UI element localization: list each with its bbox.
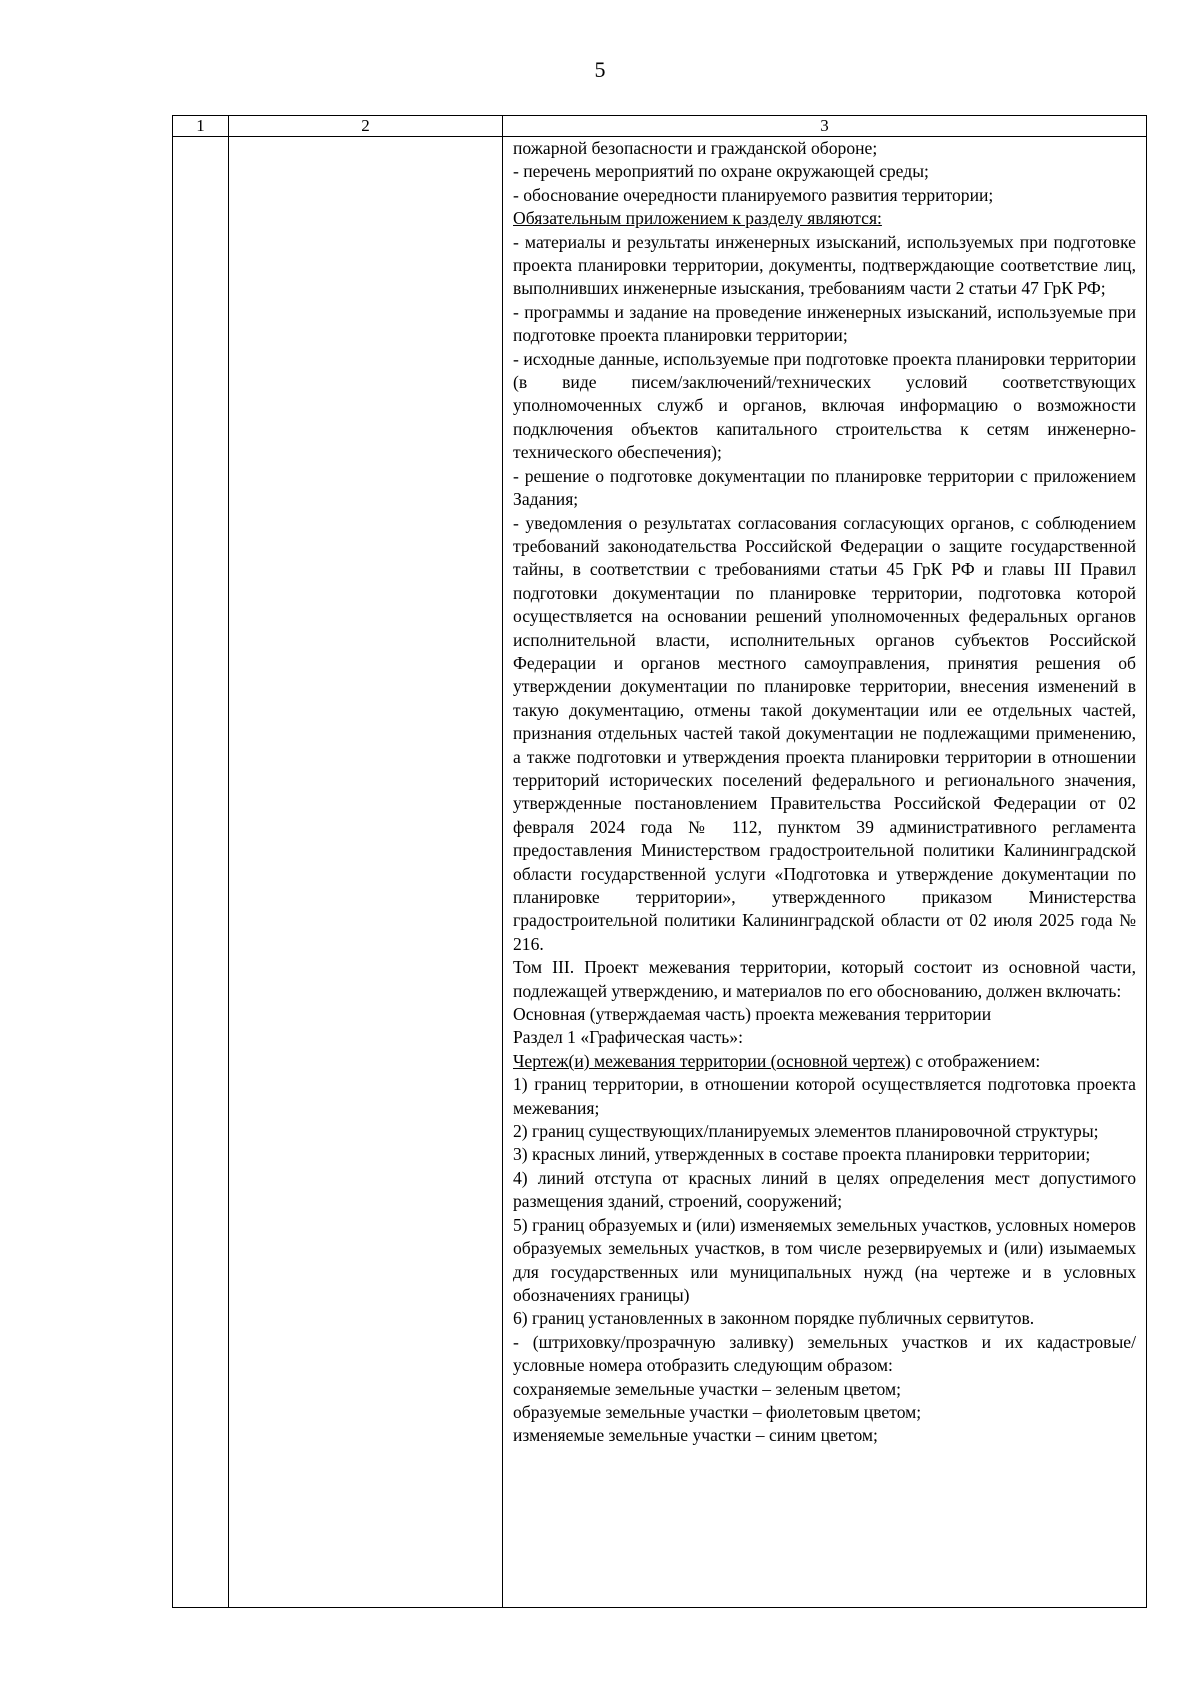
paragraph xyxy=(513,301,1136,348)
document-table xyxy=(172,115,1147,1608)
paragraph xyxy=(513,1401,1136,1424)
paragraph xyxy=(513,184,1136,207)
paragraph-text: Обязательным приложением к разделу являются: xyxy=(513,208,882,229)
paragraph-text: Раздел 1 «Графическая часть»: xyxy=(513,1027,743,1048)
paragraph xyxy=(513,1424,1136,1447)
paragraph-text: образуемые земельные участки – фиолетовым цветом; xyxy=(513,1401,922,1422)
column-header-2: 2 xyxy=(229,116,503,137)
paragraph xyxy=(513,207,1136,230)
paragraph-text: 6) границ установленных в законном порядке публичных сервитутов. xyxy=(513,1308,1035,1329)
paragraph xyxy=(513,1214,1136,1308)
paragraph xyxy=(513,1003,1136,1026)
paragraph-text: 1) границ территории, в отношении которой осуществляется подготовка проекта межевания; xyxy=(513,1074,1136,1118)
paragraph-text: - материалы и результаты инженерных изысканий, используемых при подготовке проекта планировки территории, документы, подтверждающие соответствие лиц, выполнивших инженерные изыскания, требованиям части 2 статьи 47 ГрК РФ; xyxy=(513,231,1136,299)
paragraph-text: сохраняемые земельные участки – зеленым цветом; xyxy=(513,1378,901,1399)
paragraph xyxy=(513,1026,1136,1049)
cell-col-3 xyxy=(503,137,1147,1608)
paragraph-text: - обоснование очередности планируемого развития территории; xyxy=(513,184,994,205)
paragraph-text: 4) линий отступа от красных линий в целях определения мест допустимого размещения зданий, строений, сооружений; xyxy=(513,1167,1136,1212)
paragraph-text: - уведомления о результатах согласования согласующих органов, с соблюдением требований законодательства Российской Федерации о защите государственной тайны, в соответствии с требованиями статьи 45 ГрК РФ и главы III Правил подготовки документации по планировке территории, подготовка которой осуществляется на основании решений уполномоченных федеральных органов исполнительной власти, исполнительных органов субъектов Российской Федерации и органов местного самоуправления, принятия решения об утверждении документации по планировке территории, внесения изменений в такую документацию, отмены такой документации или ее отдельных частей, признания отдельных частей такой документации не подлежащими применению, а также подготовки и утверждения проекта планировки территории в отношении территорий исторических поселений федерального и регионального значения, утвержденные постановлением Правительства Российской Федерации от 02 февраля 2024 года № 112, пунктом 39 административного регламента предоставления Министерством градостроительной политики Калининградской области государственной услуги «Подготовка и утверждение документации по планировке территории», утвержденного приказом Министерства градостроительной политики Калининградской области от 02 июля 2025 года № 216. xyxy=(513,512,1136,954)
paragraph-text: пожарной безопасности и гражданской обороне; xyxy=(513,138,878,158)
paragraph-text: 3) красных линий, утвержденных в составе проекта планировки территории; xyxy=(513,1144,1091,1165)
paragraph xyxy=(513,160,1136,183)
paragraph-text: 5) границ образуемых и (или) изменяемых земельных участков, условных номеров образуемых земельных участков, в том числе резервируемых и (или) изымаемых для государственных или муниципальных нужд (на чертеже и в условных обозначениях границы) xyxy=(513,1214,1136,1305)
cell-content xyxy=(503,137,1146,1448)
paragraph xyxy=(513,1378,1136,1401)
paragraph xyxy=(513,1050,1136,1073)
paragraph xyxy=(513,956,1136,1003)
paragraph-text: 2) границ существующих/планируемых элементов планировочной структуры; xyxy=(513,1121,1099,1142)
paragraph xyxy=(513,231,1136,301)
page-number: 5 xyxy=(594,57,606,82)
cell-col-1 xyxy=(173,137,229,1608)
paragraph-text: - перечень мероприятий по охране окружающей среды; xyxy=(513,161,929,182)
paragraph xyxy=(513,348,1136,465)
paragraph xyxy=(513,1120,1136,1143)
table-header-row xyxy=(173,116,1147,137)
column-header-1: 1 xyxy=(173,116,229,137)
paragraph-text: - исходные данные, используемые при подготовке проекта планировки территории (в виде писем/заключений/технических условий соответствующих уполномоченных служб и органов, включая информацию о возможности подключения объектов капитального строительства к сетям инженерно-технического обеспечения); xyxy=(513,348,1136,463)
paragraph xyxy=(513,1331,1136,1378)
paragraph xyxy=(513,1143,1136,1166)
paragraph xyxy=(513,512,1136,957)
paragraph-text: Том III. Проект межевания территории, который состоит из основной части, подлежащей утверждению, и материалов по его обоснованию, должен включать: xyxy=(513,957,1136,1001)
paragraph-text: изменяемые земельные участки – синим цветом; xyxy=(513,1425,878,1446)
table-row xyxy=(173,137,1147,1608)
paragraph xyxy=(513,465,1136,512)
paragraph xyxy=(513,1073,1136,1120)
paragraph xyxy=(513,1167,1136,1214)
paragraph-text: - программы и задание на проведение инженерных изысканий, используемые при подготовке проекта планировки территории; xyxy=(513,301,1136,346)
paragraph xyxy=(513,1307,1136,1330)
paragraph-text: Чертеж(и) межевания территории (основной чертеж) xyxy=(513,1050,911,1071)
paragraph-text: Основная (утверждаемая часть) проекта межевания территории xyxy=(513,1004,992,1025)
column-header-3: 3 xyxy=(503,116,1147,137)
paragraph-suffix: с отображением: xyxy=(910,1050,1041,1071)
paragraph-text: - (штриховку/прозрачную заливку) земельных участков и их кадастровые/условные номера отобразить следующим образом: xyxy=(513,1331,1136,1376)
cell-col-2 xyxy=(229,137,503,1608)
paragraph-text: - решение о подготовке документации по планировке территории с приложением Задания; xyxy=(513,465,1136,510)
paragraph xyxy=(513,137,1136,160)
